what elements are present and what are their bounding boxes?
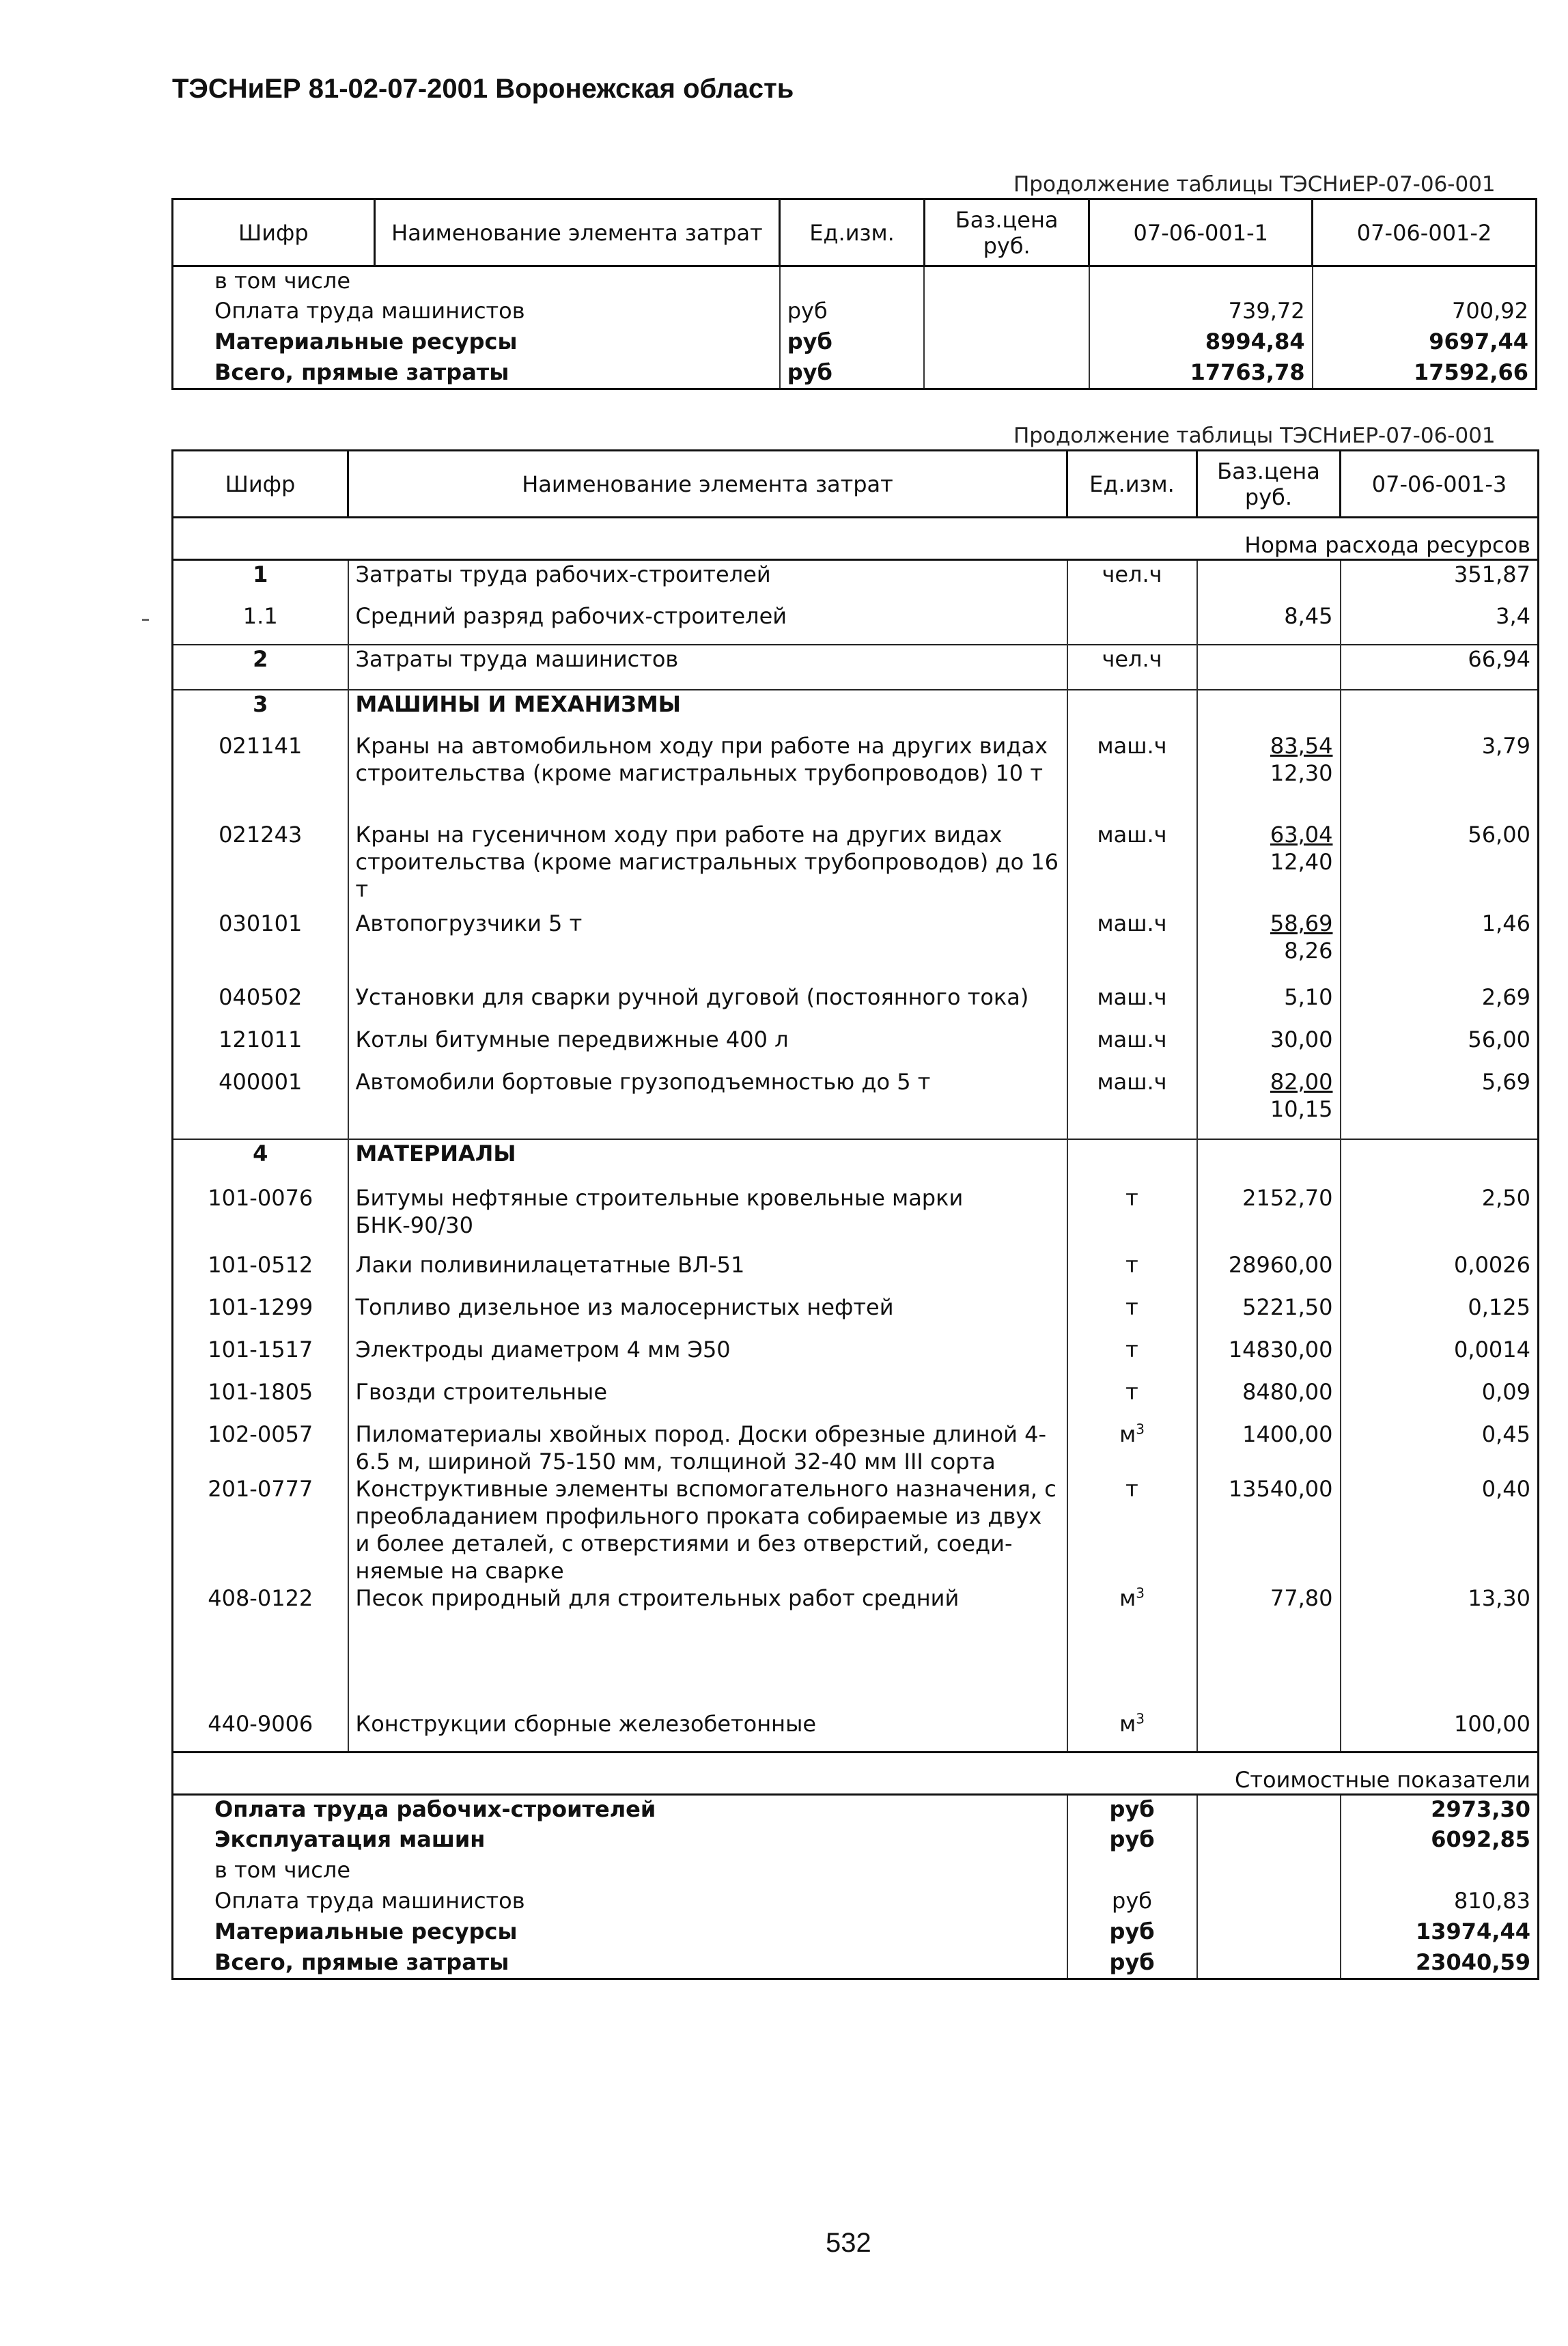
table-row: [173, 1184, 1539, 1251]
row-name: Краны на гусеничном ходу при работе на других видах строительства (кроме магистральных трубопроводов) до 16 т: [348, 821, 1067, 910]
cost-row-value: 13974,44: [1341, 1918, 1539, 1949]
row-unit: [1067, 690, 1197, 732]
table-row: [173, 1336, 1539, 1378]
row-code: 101-1517: [173, 1336, 348, 1378]
row-name: Битумы нефтяные строительные кровельные марки БНК-90/30: [348, 1184, 1067, 1251]
section-spacer: [173, 1752, 1197, 1795]
row-code: 102-0057: [173, 1421, 348, 1475]
table1-row3-name: Всего, прямые затраты: [173, 359, 780, 389]
section-norm-label: Норма расхода ресурсов: [1197, 518, 1539, 560]
cost-row-unit: руб: [1067, 1918, 1197, 1949]
row-unit: т: [1067, 1184, 1197, 1251]
cost-row-unit: руб: [1067, 1826, 1197, 1856]
row-unit: [1067, 1710, 1197, 1752]
row-base-price: [1197, 1184, 1341, 1251]
row-base-price: [1197, 983, 1341, 1026]
row-name: Затраты труда машинистов: [348, 645, 1067, 690]
table-row: [173, 1826, 1539, 1856]
price-value: 82,00: [1270, 1068, 1333, 1095]
row-name: Конструктивные элементы вспомогательного назначения, с преобладанием профильного проката собираемые из двух и более деталей, с отверстиями и без отверстий, соеди-няемые на сварке: [348, 1475, 1067, 1584]
cost-row-value: [1341, 1856, 1539, 1887]
unit-exponent: 3: [1136, 1709, 1145, 1727]
row-code: 030101: [173, 910, 348, 983]
table-row: [173, 1949, 1539, 1979]
row-unit: чел.ч: [1067, 645, 1197, 690]
row-code: 021141: [173, 732, 348, 821]
row-name: Топливо дизельное из малосернистых нефтей: [348, 1294, 1067, 1336]
row-name: Затраты труда рабочих-строителей: [348, 560, 1067, 602]
row-base-price: [1197, 1026, 1341, 1068]
row-code: 1.1: [173, 602, 348, 645]
cost-row-name: Эксплуатация машин: [173, 1826, 1067, 1856]
row-norm-value: 0,45: [1341, 1421, 1539, 1475]
table-row: [173, 983, 1539, 1026]
row-unit: [1067, 602, 1197, 645]
cost-row-price: [1197, 1949, 1341, 1979]
row-name: Гвозди строительные: [348, 1378, 1067, 1421]
page-title: ТЭСНиЕР 81-02-07-2001 Воронежская область: [172, 74, 794, 104]
table-row: [173, 732, 1539, 821]
unit-exponent: 3: [1136, 1584, 1145, 1601]
row-norm-value: 0,0026: [1341, 1251, 1539, 1294]
row-norm-value: 2,69: [1341, 983, 1539, 1026]
row-unit: т: [1067, 1475, 1197, 1584]
row-norm-value: 100,00: [1341, 1710, 1539, 1752]
row-norm-value: 56,00: [1341, 821, 1539, 910]
row-norm-value: [1341, 690, 1539, 732]
unit-base: м: [1119, 1421, 1136, 1447]
table-row: [173, 1710, 1539, 1752]
table1-header-unit: Ед.изм.: [780, 199, 925, 266]
cost-row-unit: руб: [1067, 1795, 1197, 1826]
table-row: [173, 1026, 1539, 1068]
table1-row1-name: Оплата труда машинистов: [173, 297, 780, 328]
row-unit: маш.ч: [1067, 732, 1197, 821]
table-row: [173, 821, 1539, 910]
price-wage-value: 12,30: [1270, 759, 1333, 786]
table-row: [173, 560, 1539, 602]
table-row: [173, 266, 1537, 297]
row-code: 201-0777: [173, 1475, 348, 1584]
row-norm-value: 13,30: [1341, 1584, 1539, 1710]
price-value: 58,69: [1270, 910, 1333, 936]
price-value: 14830,00: [1228, 1336, 1333, 1363]
row-name: МАШИНЫ И МЕХАНИЗМЫ: [348, 690, 1067, 732]
row-code: 408-0122: [173, 1584, 348, 1710]
price-value: 77,80: [1270, 1584, 1333, 1611]
table1-header-code: Шифр: [173, 199, 375, 266]
table1-header-price: Баз.цена руб.: [924, 199, 1089, 266]
row-unit: т: [1067, 1378, 1197, 1421]
table-row: [173, 1068, 1539, 1139]
table2-header-name: Наименование элемента затрат: [348, 451, 1067, 518]
table-row: [173, 1887, 1539, 1918]
cost-row-unit: руб: [1067, 1949, 1197, 1979]
price-value: 8480,00: [1242, 1378, 1333, 1405]
row-name: Котлы битумные передвижные 400 л: [348, 1026, 1067, 1068]
table1-row2-name: Материальные ресурсы: [173, 328, 780, 359]
row-code: 101-1299: [173, 1294, 348, 1336]
row-base-price: [1197, 1294, 1341, 1336]
row-base-price: [1197, 1475, 1341, 1584]
row-unit: маш.ч: [1067, 983, 1197, 1026]
cost-row-name: Оплата труда рабочих-строителей: [173, 1795, 1067, 1826]
row-code: 2: [173, 645, 348, 690]
row-unit: чел.ч: [1067, 560, 1197, 602]
table1-header-col2: 07-06-001-2: [1313, 199, 1537, 266]
row-name: Автопогрузчики 5 т: [348, 910, 1067, 983]
table-row: [173, 297, 1537, 328]
price-value: 2152,70: [1242, 1184, 1333, 1211]
table1-row3-v1: 17763,78: [1089, 359, 1313, 389]
table2-header-col3: 07-06-001-3: [1341, 451, 1539, 518]
cost-row-price: [1197, 1795, 1341, 1826]
row-name: Краны на автомобильном ходу при работе на других видах строительства (кроме магистральных трубопроводов) 10 т: [348, 732, 1067, 821]
row-base-price: [1197, 1139, 1341, 1184]
row-code: 101-1805: [173, 1378, 348, 1421]
price-value: 8,45: [1284, 602, 1333, 629]
table1-header-name: Наименование элемента затрат: [374, 199, 780, 266]
row-code: 4: [173, 1139, 348, 1184]
table-row: [173, 1421, 1539, 1475]
price-value: 28960,00: [1228, 1251, 1333, 1278]
row-base-price: [1197, 690, 1341, 732]
table2-header-code: Шифр: [173, 451, 348, 518]
cost-row-name: в том числе: [173, 1856, 1067, 1887]
row-name: Установки для сварки ручной дуговой (постоянного тока): [348, 983, 1067, 1026]
table1-continuation-label: Продолжение таблицы ТЭСНиЕР-07-06-001: [1013, 172, 1496, 197]
price-value: 5221,50: [1242, 1294, 1333, 1320]
row-code: 121011: [173, 1026, 348, 1068]
row-base-price: [1197, 1421, 1341, 1475]
row-unit: [1067, 1139, 1197, 1184]
row-code: 040502: [173, 983, 348, 1026]
table1-row2-price: [924, 328, 1089, 359]
table1-row0-v2: [1313, 266, 1537, 297]
row-norm-value: 351,87: [1341, 560, 1539, 602]
row-unit: т: [1067, 1251, 1197, 1294]
unit-base: м: [1119, 1710, 1136, 1737]
row-name: Средний разряд рабочих-строителей: [348, 602, 1067, 645]
cost-row-value: 6092,85: [1341, 1826, 1539, 1856]
page-number: 532: [826, 2228, 871, 2258]
cost-row-name: Оплата труда машинистов: [173, 1887, 1067, 1918]
row-name: Электроды диаметром 4 мм Э50: [348, 1336, 1067, 1378]
row-name: МАТЕРИАЛЫ: [348, 1139, 1067, 1184]
table-row: [173, 910, 1539, 983]
row-norm-value: 0,0014: [1341, 1336, 1539, 1378]
price-wage-value: 12,40: [1270, 848, 1333, 875]
table1-row2-v2: 9697,44: [1313, 328, 1537, 359]
row-name: Конструкции сборные железобетонные: [348, 1710, 1067, 1752]
table-row: [173, 1378, 1539, 1421]
row-name: Пиломатериалы хвойных пород. Доски обрезные длиной 4-6.5 м, шириной 75-150 мм, толщиной 32-40 мм III сорта: [348, 1421, 1067, 1475]
row-code: 400001: [173, 1068, 348, 1139]
row-norm-value: 56,00: [1341, 1026, 1539, 1068]
table-row: [173, 602, 1539, 645]
row-base-price: [1197, 1068, 1341, 1139]
cost-row-value: 810,83: [1341, 1887, 1539, 1918]
table2-header-price: Баз.цена руб.: [1197, 451, 1341, 518]
row-code: 101-0512: [173, 1251, 348, 1294]
row-base-price: [1197, 1251, 1341, 1294]
table-row: [173, 1475, 1539, 1584]
table1-row2-unit: руб: [780, 328, 925, 359]
row-name: Автомобили бортовые грузоподъемностью до 5 т: [348, 1068, 1067, 1139]
section-cost-label: Стоимостные показатели: [1197, 1752, 1539, 1795]
price-value: 5,10: [1284, 983, 1333, 1010]
table-row: [173, 1139, 1539, 1184]
row-norm-value: 66,94: [1341, 645, 1539, 690]
row-unit: маш.ч: [1067, 821, 1197, 910]
table1-row0-price: [924, 266, 1089, 297]
cost-row-value: 2973,30: [1341, 1795, 1539, 1826]
cost-row-value: 23040,59: [1341, 1949, 1539, 1979]
row-base-price: [1197, 1710, 1341, 1752]
row-base-price: [1197, 560, 1341, 602]
table1-row0-v1: [1089, 266, 1313, 297]
price-wage-value: 10,15: [1270, 1095, 1333, 1122]
row-unit: [1067, 1584, 1197, 1710]
table1-row2-v1: 8994,84: [1089, 328, 1313, 359]
row-name: Лаки поливинилацетатные ВЛ-51: [348, 1251, 1067, 1294]
row-code: 021243: [173, 821, 348, 910]
row-code: 3: [173, 690, 348, 732]
row-base-price: [1197, 1378, 1341, 1421]
row-norm-value: 5,69: [1341, 1068, 1539, 1139]
row-norm-value: 0,40: [1341, 1475, 1539, 1584]
row-norm-value: 2,50: [1341, 1184, 1539, 1251]
table-row: [173, 1584, 1539, 1710]
row-unit: [1067, 1421, 1197, 1475]
table-row: [173, 1251, 1539, 1294]
table-row: [173, 328, 1537, 359]
row-unit: маш.ч: [1067, 910, 1197, 983]
cost-row-price: [1197, 1918, 1341, 1949]
row-code: 1: [173, 560, 348, 602]
price-value: 63,04: [1270, 821, 1333, 848]
table-row: [173, 359, 1537, 389]
row-base-price: [1197, 910, 1341, 983]
row-base-price: [1197, 1584, 1341, 1710]
row-unit: маш.ч: [1067, 1068, 1197, 1139]
row-unit: т: [1067, 1336, 1197, 1378]
table-row: [173, 690, 1539, 732]
row-name: Песок природный для строительных работ средний: [348, 1584, 1067, 1710]
row-base-price: [1197, 821, 1341, 910]
table-row: [173, 1294, 1539, 1336]
table1-header-col1: 07-06-001-1: [1089, 199, 1313, 266]
table2: [171, 449, 1539, 1980]
row-code: 101-0076: [173, 1184, 348, 1251]
price-value: 30,00: [1270, 1026, 1333, 1052]
cost-row-name: Всего, прямые затраты: [173, 1949, 1067, 1979]
table1-row0-name: в том числе: [173, 266, 780, 297]
row-norm-value: 3,79: [1341, 732, 1539, 821]
row-norm-value: 0,09: [1341, 1378, 1539, 1421]
table1-row1-v1: 739,72: [1089, 297, 1313, 328]
table1-row1-v2: 700,92: [1313, 297, 1537, 328]
table2-continuation-label: Продолжение таблицы ТЭСНиЕР-07-06-001: [1013, 423, 1496, 448]
cost-row-price: [1197, 1887, 1341, 1918]
table1-row3-v2: 17592,66: [1313, 359, 1537, 389]
table-row: [173, 1856, 1539, 1887]
table1-row1-price: [924, 297, 1089, 328]
table1-row3-price: [924, 359, 1089, 389]
table1: [171, 198, 1537, 390]
table-row: [173, 1795, 1539, 1826]
row-unit: т: [1067, 1294, 1197, 1336]
table-row: [173, 645, 1539, 690]
price-value: 1400,00: [1242, 1421, 1333, 1447]
cost-row-price: [1197, 1856, 1341, 1887]
price-wage-value: 8,26: [1284, 937, 1333, 964]
table2-header-unit: Ед.изм.: [1067, 451, 1197, 518]
row-base-price: [1197, 602, 1341, 645]
row-unit: маш.ч: [1067, 1026, 1197, 1068]
row-norm-value: 3,4: [1341, 602, 1539, 645]
section-spacer: [173, 518, 1197, 560]
cost-row-price: [1197, 1826, 1341, 1856]
row-norm-value: 0,125: [1341, 1294, 1539, 1336]
row-base-price: [1197, 732, 1341, 821]
cost-row-unit: руб: [1067, 1887, 1197, 1918]
row-base-price: [1197, 645, 1341, 690]
row-code: 440-9006: [173, 1710, 348, 1752]
table1-row1-unit: руб: [780, 297, 925, 328]
cost-row-unit: [1067, 1856, 1197, 1887]
row-norm-value: 1,46: [1341, 910, 1539, 983]
cost-row-name: Материальные ресурсы: [173, 1918, 1067, 1949]
scan-mark: [142, 619, 149, 621]
table1-row3-unit: руб: [780, 359, 925, 389]
table1-row0-unit: [780, 266, 925, 297]
table-row: [173, 1918, 1539, 1949]
unit-exponent: 3: [1136, 1420, 1145, 1437]
row-base-price: [1197, 1336, 1341, 1378]
row-norm-value: [1341, 1139, 1539, 1184]
price-value: 83,54: [1270, 732, 1333, 759]
unit-base: м: [1119, 1584, 1136, 1611]
price-value: 13540,00: [1228, 1475, 1333, 1502]
